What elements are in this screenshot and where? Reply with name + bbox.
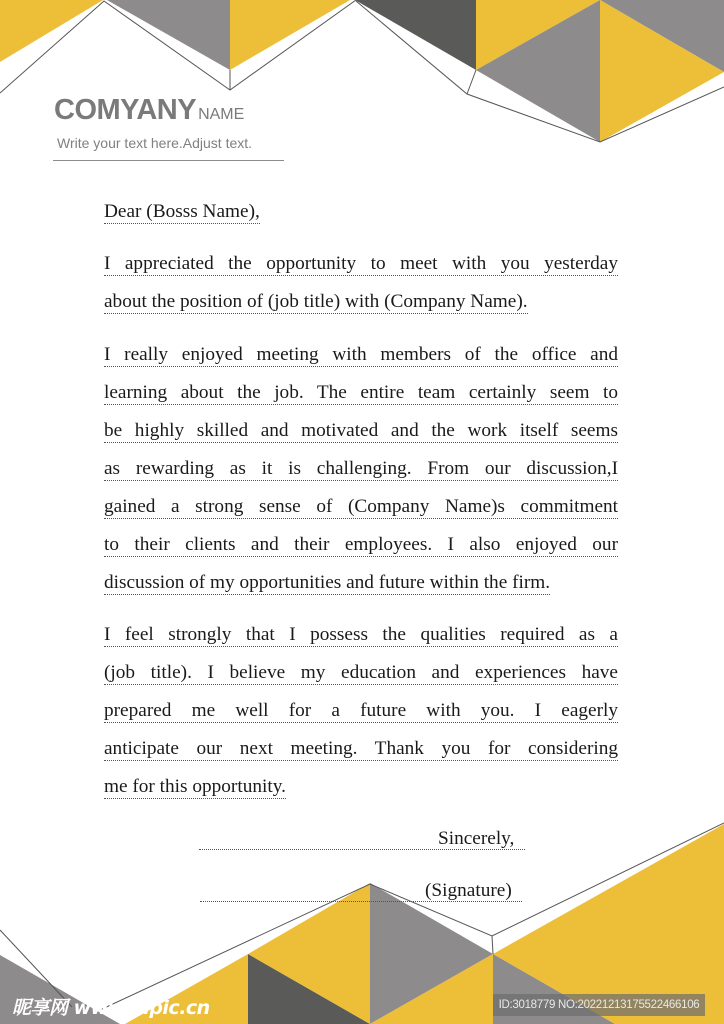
top-yellow-2	[230, 0, 350, 70]
company-name	[54, 94, 244, 127]
paragraph-line: me for this opportunity.	[104, 776, 286, 797]
company-name-light: NAME	[198, 106, 245, 123]
closing: Sincerely,	[438, 828, 515, 849]
salutation	[104, 193, 618, 231]
paragraph-3	[104, 616, 618, 806]
company-name-bold: COMYANY	[54, 94, 197, 126]
top-gray-1	[107, 0, 230, 70]
paragraph-line: I feel strongly that I possess the qualities required as a	[104, 624, 618, 645]
paragraph-line: I really enjoyed meeting with members of the office and	[104, 344, 618, 365]
paragraph-line: I appreciated the opportunity to meet with you yesterday	[104, 253, 618, 274]
header-divider	[53, 160, 284, 161]
paragraph-2	[104, 336, 618, 602]
paragraph-line: anticipate our next meeting. Thank you for considering	[104, 738, 618, 759]
paragraph-line: prepared me well for a future with you. I eagerly	[104, 700, 618, 721]
paragraph-line: gained a strong sense of (Company Name)s commitment	[104, 496, 618, 517]
paragraph-line: as rewarding as it is challenging. From our discussion,I	[104, 458, 618, 479]
paragraph-line: be highly skilled and motivated and the work itself seems	[104, 420, 618, 441]
watermark-id: ID:3018779 NO:20221213175522466106	[493, 994, 705, 1016]
company-tagline: Write your text here.Adjust text.	[57, 135, 253, 151]
paragraph-line: discussion of my opportunities and future within the firm.	[104, 572, 551, 593]
paragraph-line: to their clients and their employees. I also enjoyed our	[104, 534, 618, 555]
paragraph-line: (job title). I believe my education and experiences have	[104, 662, 618, 683]
signature: (Signature)	[425, 880, 512, 901]
paragraph-line: about the position of (job title) with (Company Name).	[104, 291, 528, 312]
watermark-site: 昵享网 www.nipic.cn	[12, 997, 210, 1019]
paragraph-1	[104, 245, 618, 321]
paragraph-line: learning about the job. The entire team certainly seem to	[104, 382, 618, 403]
top-yellow-left	[0, 0, 103, 62]
top-dark-1	[355, 0, 476, 70]
salutation-text: Dear (Bosss Name),	[104, 201, 260, 222]
